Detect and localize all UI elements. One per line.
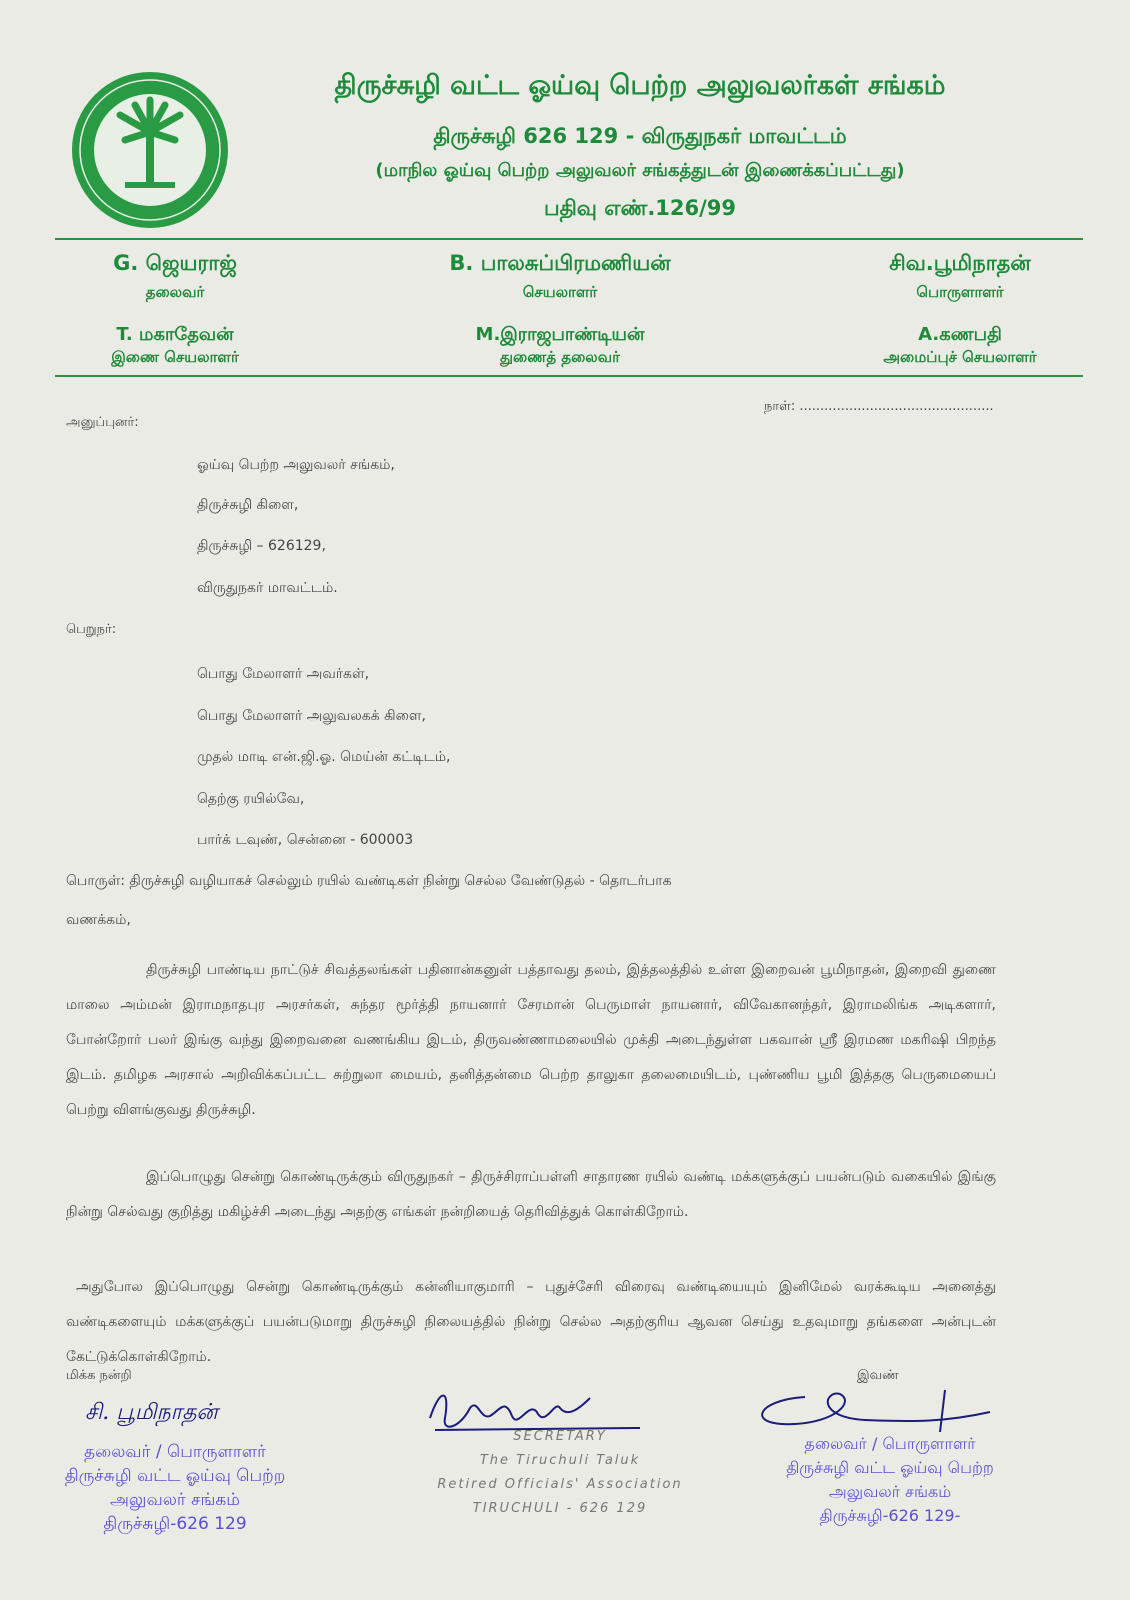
to-label: பெறுநர்:	[66, 622, 117, 637]
stamp-line: திருச்சுழி வட்ட ஓய்வு பெற்ற	[64, 1466, 286, 1486]
stamp-center	[420, 1425, 700, 1521]
association-title: திருச்சுழி வட்ட ஓய்வு பெற்ற அலுவலர்கள் சங்கம்	[334, 70, 946, 101]
registration-number: பதிவு எண்.126/99	[543, 196, 737, 220]
subject-line: பொருள்: திருச்சுழி வழியாகச் செல்லும் ரயில் வண்டிகள் நின்று செல்ல வேண்டுதல் - தொடர்பாக	[66, 873, 672, 889]
officer-secretary-name: B. பாலசுப்பிரமணியன்	[449, 251, 671, 275]
signature-left: சி. பூமிநாதன்	[85, 1400, 218, 1425]
stamp-line: தலைவர் / பொருளாளர்	[804, 1434, 976, 1453]
to-line: முதல் மாடி என்.ஜி.ஓ. மெய்ன் கட்டிடம்,	[197, 749, 451, 765]
officer-organizing-secretary-name: A.கணபதி	[918, 324, 1002, 345]
stamp-line: திருச்சுழி வட்ட ஓய்வு பெற்ற	[786, 1458, 994, 1477]
from-label: அனுப்புனர்:	[66, 415, 139, 430]
greeting: வணக்கம்,	[66, 912, 131, 928]
stamp-line: Retired Officials' Association	[437, 1477, 683, 1492]
stamp-line: The Tiruchuli Taluk	[479, 1453, 641, 1468]
letterhead-divider-top	[55, 238, 1083, 240]
closing-yours: இவண்	[857, 1368, 899, 1383]
from-line: ஓய்வு பெற்ற அலுவலர் சங்கம்,	[197, 457, 395, 473]
to-line: தெற்கு ரயில்வே,	[197, 791, 305, 807]
stamp-line: TIRUCHULI - 626 129	[472, 1501, 648, 1516]
officer-organizing-secretary-role: அமைப்புச் செயலாளர்	[883, 348, 1037, 366]
body-paragraph: அதுபோல இப்பொழுது சென்று கொண்டிருக்கும் கன்னியாகுமாரி – புதுச்சேரி விரைவு வண்டியையும் இனிமேல் வரக்கூடிய அனைத்து வண்டிகளையும் மக்களுக்குப் பயன்படுமாறு திருச்சுழி நிலையத்தில் நின்று செல்ல அதற்குரிய ஆவன செய்து உதவுமாறு தங்களை அன்புடன் கேட்டுக்கொள்கிறோம்.	[66, 1279, 996, 1365]
stamp-line: திருச்சுழி-626 129-	[819, 1506, 961, 1525]
stamp-line: திருச்சுழி-626 129	[103, 1514, 247, 1534]
officer-president-role: தலைவர்	[145, 283, 205, 301]
stamp-line: அலுவலர் சங்கம்	[828, 1482, 952, 1501]
officer-secretary-role: செயலாளர்	[522, 283, 598, 301]
date-label: நாள்: ...............................................	[764, 399, 994, 414]
association-address: திருச்சுழி 626 129 - விருதுநகர் மாவட்டம்	[433, 124, 847, 148]
body-paragraph: திருச்சுழி பாண்டிய நாட்டுச் சிவத்தலங்கள் பதினான்கனுள் பத்தாவது தலம், இத்தலத்தில் உள்ள இறைவன் பூமிநாதன், இறைவி துணை மாலை அம்மன் இராமநாதபுர அரசர்கள், சுந்தர மூர்த்தி நாயனார் சேரமான் பெருமாள் நாயனார், விவேகானந்தர், இராமலிங்க அடிகளார், போன்றோர் பலர் இங்கு வந்து இறைவனை வணங்கிய இடம், திருவண்ணாமலையில் முக்தி அடைந்துள்ள பகவான் ஸ்ரீ இரமண மகரிஷி பிறந்த இடம். தமிழக அரசால் அறிவிக்கப்பட்ட சுற்றுலா மையம், தனித்தன்மை பெற்ற தாலுகா தலைமையிடம், புண்ணிய பூமி இத்தகு பெருமையைப் பெற்று விளங்குவது திருச்சுழி.	[66, 962, 996, 1118]
stamp-left	[30, 1440, 320, 1536]
officer-vice-president-role: துணைத் தலைவர்	[500, 348, 620, 366]
closing-thanks: மிக்க நன்றி	[66, 1368, 132, 1383]
officer-joint-secretary-name: T. மகாதேவன்	[116, 324, 234, 345]
from-line: திருச்சுழி கிளை,	[197, 497, 299, 513]
to-line: பொது மேலாளர் அலுவலகக் கிளை,	[197, 708, 426, 724]
officer-joint-secretary-role: இணை செயலாளர்	[111, 348, 239, 366]
to-line: பொது மேலாளர் அவர்கள்,	[197, 666, 370, 682]
palm-tree-icon	[70, 70, 230, 230]
association-affiliation: (மாநில ஓய்வு பெற்ற அலுவலர் சங்கத்துடன் இணைக்கப்பட்டது)	[375, 160, 905, 181]
from-line: திருச்சுழி – 626129,	[197, 538, 326, 554]
officer-treasurer-role: பொருளாளர்	[916, 283, 1004, 301]
stamp-line: அலுவலர் சங்கம்	[110, 1490, 240, 1510]
body-paragraph: இப்பொழுது சென்று கொண்டிருக்கும் விருதுநகர் – திருச்சிராப்பள்ளி சாதாரண ரயில் வண்டி மக்களுக்குப் பயன்படும் வகையில் இங்கு நின்று செல்வது குறித்து மகிழ்ச்சி அடைந்து அதற்கு எங்கள் நன்றியைத் தெரிவித்துக் கொள்கிறோம்.	[66, 1169, 996, 1220]
officer-treasurer-name: சிவ.பூமிநாதன்	[889, 251, 1031, 275]
stamp-line: SECRETARY	[513, 1429, 607, 1444]
officer-president-name: G. ஜெயராஜ்	[113, 251, 237, 275]
from-line: விருதுநகர் மாவட்டம்.	[197, 580, 338, 596]
to-line: பார்க் டவுண், சென்னை - 600003	[197, 832, 414, 848]
stamp-line: தலைவர் / பொருளாளர்	[84, 1442, 266, 1462]
letterhead-divider-bottom	[55, 375, 1083, 377]
stamp-right	[750, 1432, 1030, 1528]
officer-vice-president-name: M.இராஜபாண்டியன்	[475, 324, 645, 345]
association-seal	[70, 70, 230, 230]
